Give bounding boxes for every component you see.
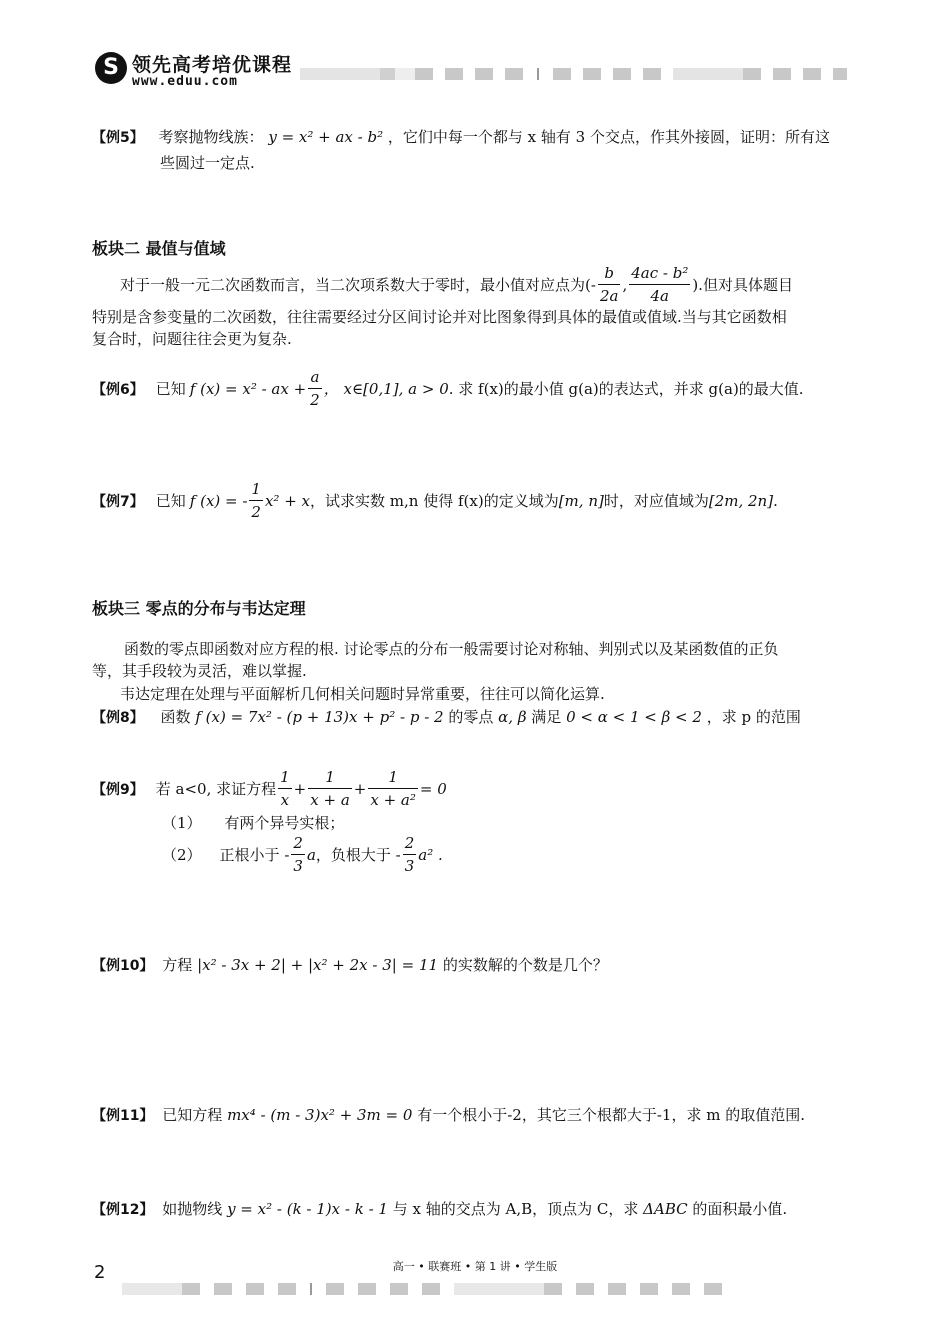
example-text: . <box>773 491 778 510</box>
example-12 <box>92 1198 787 1219</box>
section2-paragraph-line1 <box>120 262 793 307</box>
item-text: 有两个异号实根； <box>224 814 345 832</box>
example-11 <box>92 1104 805 1125</box>
example-text: 与 x 轴的交点为 A,B，顶点为 C，求 <box>392 1200 639 1218</box>
numerator: 2 <box>403 832 417 855</box>
example-label: 【例5】 <box>92 130 144 146</box>
example-text: 时，对应值域为 <box>603 492 709 510</box>
plus-sign: + <box>353 779 367 798</box>
footer-course-label: 高一 • 联赛班 • 第 1 讲 • 学生版 <box>392 1260 558 1273</box>
denominator: x <box>280 791 290 809</box>
denominator: 2 <box>251 503 261 521</box>
formula: y = x² - (k - 1)x - k - 1 <box>227 1200 388 1218</box>
example-6 <box>92 366 804 411</box>
example-text: . 求 f(x)的最小值 g(a)的表达式，并求 g(a)的最大值. <box>448 380 804 398</box>
formula: a² . <box>418 845 443 864</box>
example-label: 【例12】 <box>92 1202 154 1218</box>
fraction <box>249 478 263 523</box>
example-label: 【例9】 <box>92 781 144 798</box>
section3-paragraph-line1: 函数的零点即函数对应方程的根. 讨论零点的分布一般需要讨论对称轴、判别式以及某函数值的正负 <box>124 640 779 658</box>
section3-paragraph-line2: 等，其手段较为灵活，难以掌握. <box>92 662 307 680</box>
formula: a <box>306 845 316 864</box>
section-title: 板块三 零点的分布与韦达定理 <box>92 599 306 618</box>
numerator: 1 <box>278 766 292 789</box>
example-text: 若 a<0, 求证方程 <box>155 780 277 798</box>
denominator: 2a <box>599 287 619 305</box>
page-number: 2 <box>94 1262 106 1283</box>
logo-icon: S <box>95 52 127 84</box>
example-7 <box>92 478 778 523</box>
interval: [2m, 2n] <box>708 491 774 510</box>
formula: f (x) = - <box>189 491 248 510</box>
item-number: （1） <box>162 814 202 832</box>
fraction <box>403 832 417 877</box>
example-label: 【例7】 <box>92 493 144 510</box>
formula: |x² - 3x + 2| + |x² + 2x - 3| = 11 <box>197 956 439 974</box>
section-title: 板块二 最值与值域 <box>92 239 226 258</box>
numerator: 1 <box>368 766 418 789</box>
example-text: 已知 <box>155 380 186 398</box>
section2-paragraph-line2: 特别是含参变量的二次函数，往往需要经过分区间讨论并对比图象得到具体的最值或值域.当与其它函数相 <box>92 308 787 326</box>
interval: [m, n] <box>558 491 604 510</box>
item-text: ，负根大于 - <box>315 846 401 864</box>
formula: ， x∈[0,1], a > 0 <box>323 380 449 398</box>
numerator: 1 <box>308 766 352 789</box>
denominator: 2 <box>310 391 320 409</box>
formula: mx⁴ - (m - 3)x² + 3m = 0 <box>227 1106 413 1124</box>
denominator: 3 <box>293 857 303 875</box>
brand-url: www.eduu.com <box>132 74 238 89</box>
example-text: 满足 <box>531 708 562 726</box>
example-text: 已知 <box>155 492 186 510</box>
formula: ΔABC <box>643 1200 688 1218</box>
fraction <box>291 832 305 877</box>
header-decor-strip <box>300 68 860 80</box>
example-5-line2: 些圆过一定点. <box>160 154 255 172</box>
footer-decor-strip <box>122 1283 862 1295</box>
paragraph-text: ).但对具体题目 <box>692 275 793 294</box>
example-text: ，它们中每一个都与 x 轴有 3 个交点，作其外接圆，证明：所有这 <box>387 128 830 146</box>
item-text: 正根小于 - <box>219 846 290 864</box>
item-number: （2） <box>162 846 202 864</box>
numerator: b <box>598 262 621 285</box>
example-10 <box>92 954 608 975</box>
numerator: 2 <box>291 832 305 855</box>
example-text: 已知方程 <box>162 1106 223 1124</box>
fraction <box>368 766 418 811</box>
brand-name: 领先高考培优课程 <box>132 54 293 76</box>
fraction <box>278 766 292 811</box>
fraction <box>308 766 352 811</box>
formula: y = x² + ax - b² <box>268 128 384 146</box>
example-9 <box>92 766 447 811</box>
formula: f (x) = x² - ax + <box>189 379 307 398</box>
example-text: 的零点 <box>448 708 494 726</box>
example-label: 【例8】 <box>92 710 144 726</box>
example-9-item-1 <box>162 812 344 833</box>
formula: 0 < α < 1 < β < 2 <box>566 708 702 726</box>
example-9-item-2 <box>162 832 443 877</box>
example-text: 函数 <box>160 708 191 726</box>
example-label: 【例10】 <box>92 958 154 974</box>
denominator: x + a <box>310 791 350 809</box>
fraction <box>598 262 621 307</box>
example-label: 【例6】 <box>92 381 144 398</box>
numerator: 4ac - b² <box>629 262 690 285</box>
comma: , <box>622 275 628 294</box>
formula: x² + x <box>264 491 311 510</box>
example-text: 方程 <box>162 956 193 974</box>
numerator: 1 <box>249 478 263 501</box>
example-text: 如抛物线 <box>162 1200 223 1218</box>
denominator: 3 <box>404 857 415 875</box>
formula: f (x) = 7x² - (p + 13)x + p² - p - 2 <box>195 708 444 726</box>
example-text: 的实数解的个数是几个？ <box>442 956 608 974</box>
section3-paragraph-line3: 韦达定理在处理与平面解析几何相关问题时异常重要，往往可以简化运算. <box>120 685 605 703</box>
example-text: ，求 p 的范围 <box>706 708 801 726</box>
plus-sign: + <box>293 779 307 798</box>
fraction <box>629 262 690 307</box>
section2-paragraph-line3: 复合时，问题往往会更为复杂. <box>92 330 292 348</box>
example-label: 【例11】 <box>92 1108 154 1124</box>
formula: α, β <box>498 708 527 726</box>
example-8 <box>92 706 801 727</box>
paragraph-text: 对于一般一元二次函数而言，当二次项系数大于零时，最小值对应点为(- <box>120 275 596 294</box>
fraction <box>308 366 322 411</box>
denominator: x + a² <box>370 791 416 809</box>
example-text: 有一个根小于-2，其它三个根都大于-1，求 m 的取值范围. <box>417 1106 805 1124</box>
example-text: 考察抛物线族： <box>158 128 264 146</box>
formula: = 0 <box>419 779 447 798</box>
example-text: 的面积最小值. <box>692 1200 788 1218</box>
example-text: ，试求实数 m,n 使得 f(x)的定义域为 <box>310 492 559 510</box>
numerator: a <box>308 366 322 389</box>
denominator: 4a <box>650 287 670 305</box>
example-5 <box>92 126 830 147</box>
